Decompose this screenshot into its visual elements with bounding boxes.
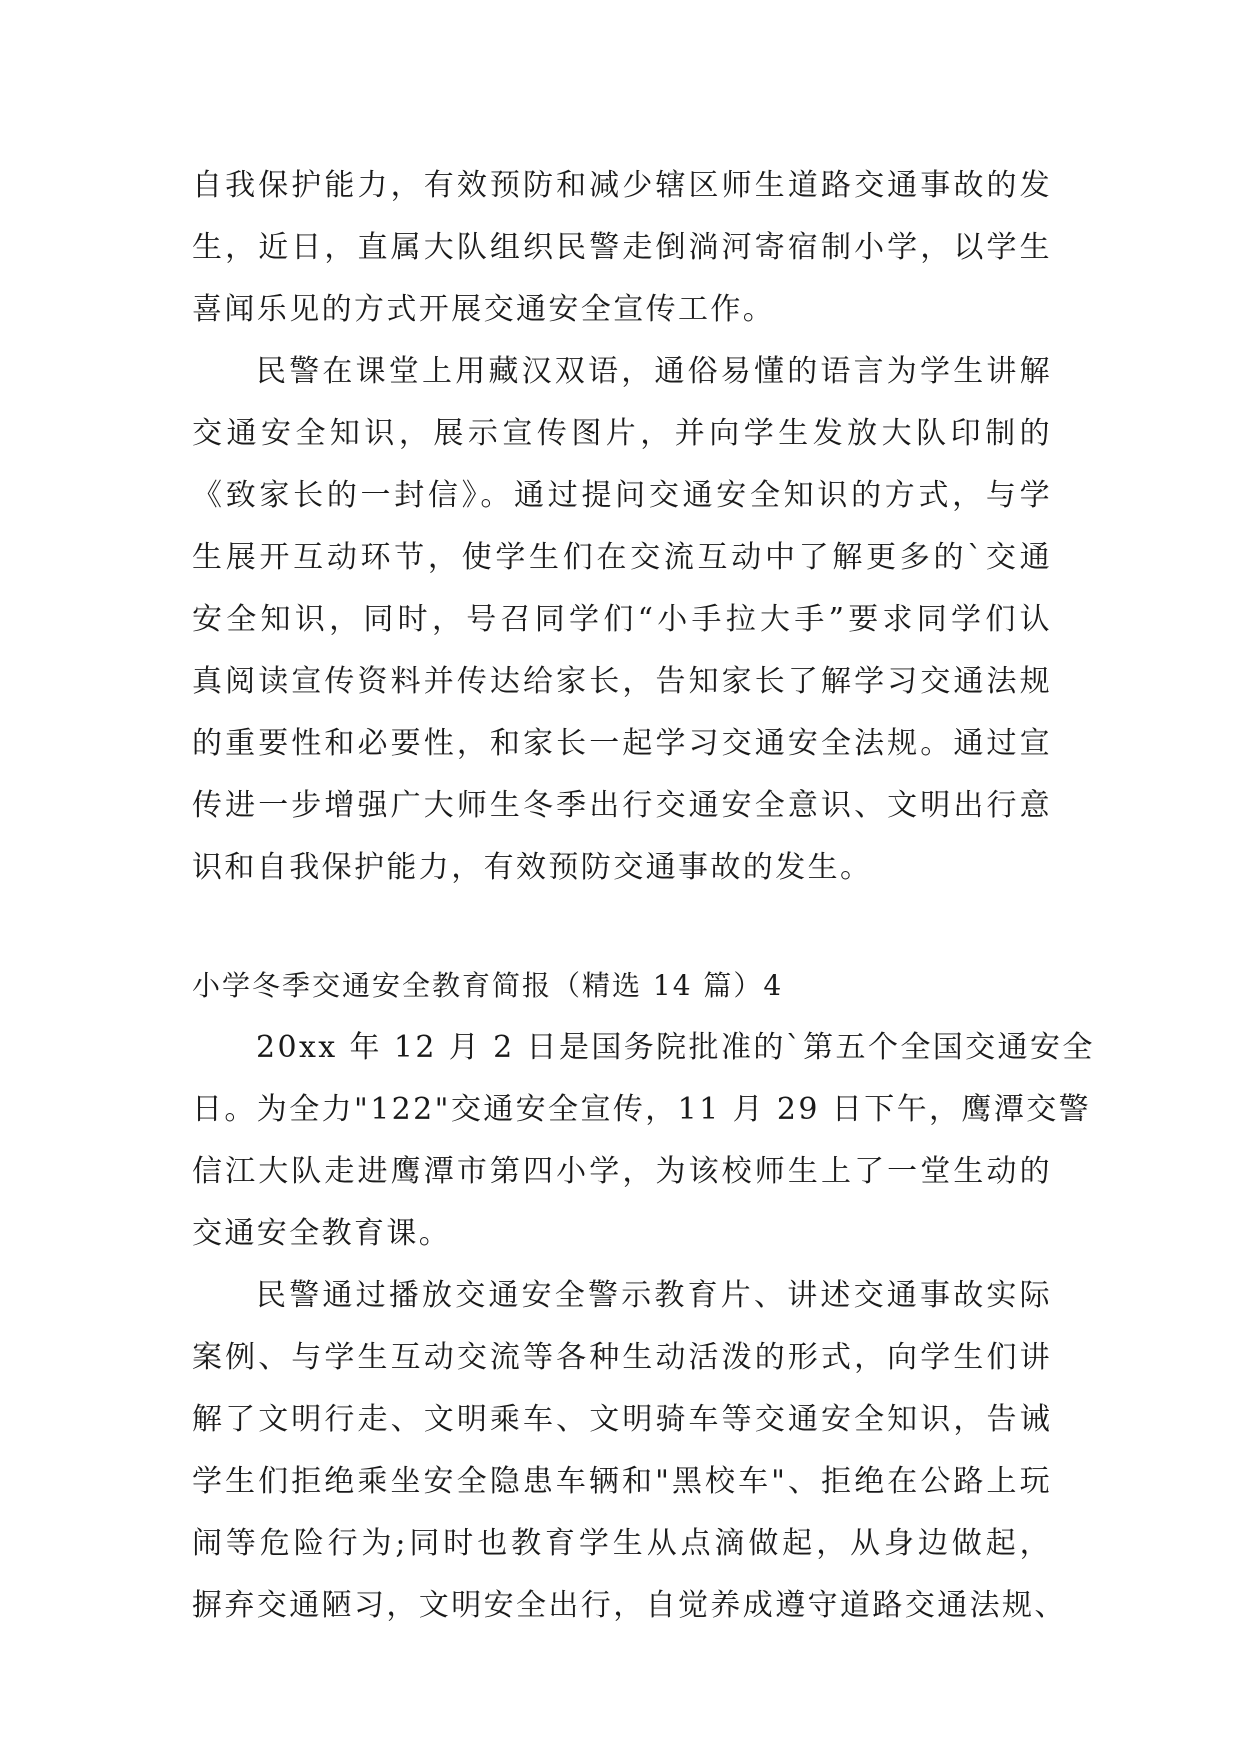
- text-line: 案例、与学生互动交流等各种生动活泼的形式，向学生们讲: [192, 1340, 1052, 1375]
- text-line: 安全知识，同时，号召同学们“小手拉大手”要求同学们认: [192, 602, 1052, 637]
- text-line: 真阅读宣传资料并传达给家长，告知家长了解学习交通法规: [192, 664, 1052, 699]
- text-line: 生展开互动环节，使学生们在交流互动中了解更多的`交通: [192, 540, 1052, 575]
- paragraph-4: [192, 1265, 1067, 1637]
- section-heading: 小学冬季交通安全教育简报（精选 14 篇）4: [192, 969, 784, 1002]
- text-line: 《致家长的一封信》。通过提问交通安全知识的方式，与学: [192, 478, 1052, 513]
- text-line: 20xx 年 12 月 2 日是国务院批准的`第五个全国交通安全: [256, 1030, 1095, 1065]
- text-line: 民警在课堂上用藏汉双语，通俗易懂的语言为学生讲解: [256, 354, 1052, 389]
- document-body: [192, 155, 1095, 1637]
- text-line: 解了文明行走、文明乘车、文明骑车等交通安全知识，告诫: [192, 1402, 1052, 1437]
- text-line: 传进一步增强广大师生冬季出行交通安全意识、文明出行意: [192, 788, 1052, 823]
- text-line: 信江大队走进鹰潭市第四小学，为该校师生上了一堂生动的: [192, 1154, 1052, 1189]
- paragraph-1: [192, 155, 1052, 341]
- text-line: 日。为全力"122"交通安全宣传，11 月 29 日下午，鹰潭交警: [192, 1092, 1092, 1127]
- text-line: 闹等危险行为;同时也教育学生从点滴做起，从身边做起，: [192, 1526, 1052, 1561]
- text-line: 喜闻乐见的方式开展交通安全宣传工作。: [192, 292, 776, 327]
- text-line: 的重要性和必要性，和家长一起学习交通安全法规。通过宣: [192, 726, 1052, 761]
- section-spacer: [192, 899, 1052, 955]
- text-line: 民警通过播放交通安全警示教育片、讲述交通事故实际: [256, 1278, 1052, 1313]
- paragraph-2: [192, 341, 1052, 899]
- text-line: 摒弃交通陋习，文明安全出行，自觉养成遵守道路交通法规、: [192, 1588, 1067, 1623]
- text-line: 学生们拒绝乘坐安全隐患车辆和"黑校车"、拒绝在公路上玩: [192, 1464, 1052, 1499]
- paragraph-3: [192, 1017, 1095, 1265]
- text-line: 自我保护能力，有效预防和减少辖区师生道路交通事故的发: [192, 168, 1052, 203]
- text-line: 交通安全教育课。: [192, 1216, 452, 1251]
- text-line: 交通安全知识，展示宣传图片，并向学生发放大队印制的: [192, 416, 1052, 451]
- text-line: 生，近日，直属大队组织民警走倒淌河寄宿制小学，以学生: [192, 230, 1052, 265]
- text-line: 识和自我保护能力，有效预防交通事故的发生。: [192, 850, 873, 885]
